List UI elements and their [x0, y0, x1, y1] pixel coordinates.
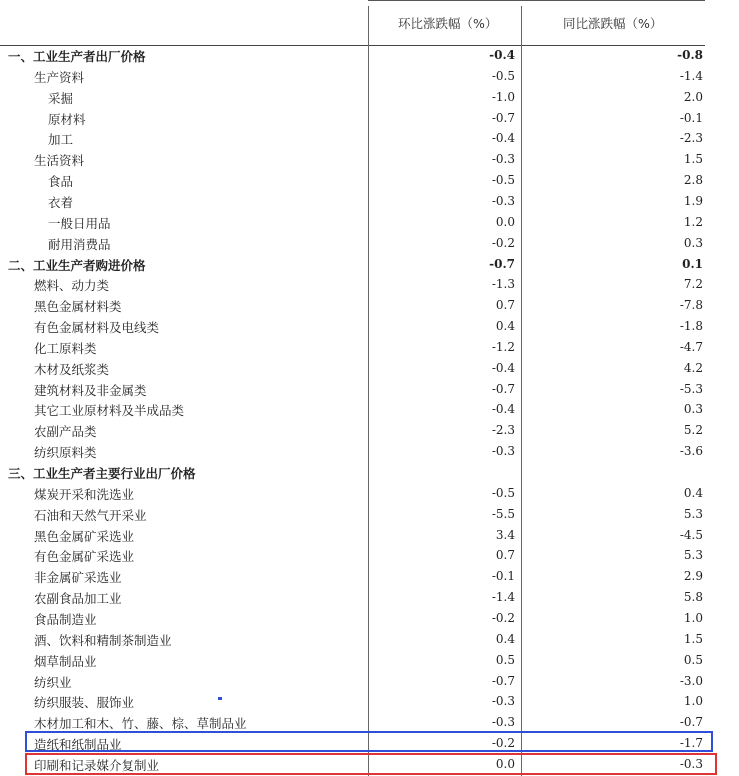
row-mom-value: -0.1	[491, 569, 515, 584]
row-mom-value: -0.4	[491, 360, 515, 375]
row-mom-value: -0.5	[491, 173, 515, 188]
table-row	[0, 650, 705, 671]
row-yoy-value: 1.0	[683, 610, 703, 625]
table-row	[0, 128, 705, 149]
row-mom-value: 0.7	[495, 298, 515, 313]
table-row	[0, 671, 705, 692]
row-mom-value: 0.0	[495, 756, 515, 771]
row-label: 采掘	[48, 90, 74, 106]
table-row	[0, 316, 705, 337]
top-rule	[368, 0, 705, 1]
row-mom-value: -0.3	[491, 444, 515, 459]
row-yoy-value: -3.0	[679, 673, 703, 688]
row-label: 烟草制品业	[34, 653, 97, 669]
table-row	[0, 379, 705, 400]
row-yoy-value: -4.7	[679, 339, 703, 354]
row-mom-value: -0.3	[491, 193, 515, 208]
header-yoy: 同比涨跌幅（%）	[563, 16, 663, 31]
row-label: 燃料、动力类	[34, 278, 110, 294]
row-mom-value: -0.7	[491, 673, 515, 688]
table-row	[0, 483, 705, 504]
table-row	[0, 87, 705, 108]
row-mom-value: -1.0	[491, 89, 515, 104]
row-mom-value: -0.4	[491, 402, 515, 417]
row-mom-value: -0.2	[491, 736, 515, 751]
row-yoy-value: -0.3	[679, 756, 703, 771]
table-row	[0, 170, 705, 191]
row-yoy-value: -7.8	[679, 298, 703, 313]
row-yoy-value: -1.4	[679, 68, 703, 83]
row-label: 耐用消费品	[48, 236, 111, 252]
table-row	[0, 566, 705, 587]
blue-mark	[218, 697, 222, 700]
row-mom-value: -0.5	[491, 485, 515, 500]
table-row	[0, 191, 705, 212]
table-row	[0, 108, 705, 129]
row-mom-value: -0.4	[491, 131, 515, 146]
row-yoy-value: 1.2	[683, 214, 703, 229]
row-mom-value: 0.7	[495, 548, 515, 563]
row-label: 一、工业生产者出厂价格	[8, 49, 146, 64]
row-yoy-value: 1.9	[683, 193, 703, 208]
row-yoy-value: -0.8	[677, 48, 703, 62]
row-yoy-value: 2.9	[683, 569, 703, 584]
row-mom-value: -2.3	[491, 423, 515, 438]
row-mom-value: -5.5	[491, 506, 515, 521]
row-mom-value: -1.3	[491, 277, 515, 292]
row-label: 印刷和记录媒介复制业	[34, 757, 160, 773]
row-label: 建筑材料及非金属类	[34, 382, 147, 398]
row-mom-value: -0.4	[489, 48, 515, 62]
table-row	[0, 212, 705, 233]
row-yoy-value: -1.8	[679, 319, 703, 334]
row-label: 酒、饮料和精制茶制造业	[34, 632, 172, 648]
row-label: 黑色金属材料类	[34, 299, 122, 315]
table-row	[0, 295, 705, 316]
row-mom-value: 3.4	[495, 527, 515, 542]
table-row	[0, 462, 705, 483]
row-yoy-value: 0.5	[683, 652, 703, 667]
row-label: 有色金属矿采选业	[34, 549, 135, 565]
row-label: 木材及纸浆类	[34, 361, 110, 377]
table-row	[0, 337, 705, 358]
row-label: 纺织原料类	[34, 445, 97, 461]
row-mom-value: -0.3	[491, 694, 515, 709]
row-yoy-value: -5.3	[679, 381, 703, 396]
highlight-box-blue	[25, 731, 713, 752]
row-yoy-value: 1.0	[683, 694, 703, 709]
header-mom: 环比涨跌幅（%）	[398, 16, 498, 31]
row-label: 化工原料类	[34, 340, 97, 356]
row-mom-value: 0.0	[495, 214, 515, 229]
row-label: 衣着	[48, 194, 74, 210]
row-label: 食品	[48, 174, 74, 190]
row-mom-value: -1.4	[491, 590, 515, 605]
table-row	[0, 358, 705, 379]
row-yoy-value: 5.8	[683, 590, 703, 605]
row-label: 农副产品类	[34, 424, 97, 440]
row-label: 造纸和纸制品业	[34, 737, 122, 753]
table-row	[0, 587, 705, 608]
row-mom-value: -0.5	[491, 68, 515, 83]
row-mom-value: -0.3	[491, 152, 515, 167]
table-row	[0, 629, 705, 650]
table-row	[0, 691, 705, 712]
row-label: 三、工业生产者主要行业出厂价格	[8, 466, 196, 481]
table-row	[0, 66, 705, 87]
row-label: 石油和天然气开采业	[34, 507, 147, 523]
table-row	[0, 608, 705, 629]
table-row	[0, 399, 705, 420]
row-mom-value: -0.3	[491, 715, 515, 730]
row-label: 原材料	[48, 111, 86, 127]
row-label: 农副食品加工业	[34, 591, 122, 607]
table-row	[0, 441, 705, 462]
table-header	[0, 6, 705, 44]
row-mom-value: 0.4	[495, 631, 515, 646]
row-yoy-value: 7.2	[683, 277, 703, 292]
row-label: 纺织服装、服饰业	[34, 695, 135, 711]
row-yoy-value: 0.1	[682, 256, 703, 271]
table-row	[0, 254, 705, 275]
row-mom-value: -0.2	[491, 610, 515, 625]
row-yoy-value: 0.4	[683, 485, 703, 500]
row-label: 有色金属材料及电线类	[34, 320, 160, 336]
row-yoy-value: 0.3	[683, 402, 703, 417]
row-label: 非金属矿采选业	[34, 570, 122, 586]
table-row	[0, 545, 705, 566]
row-yoy-value: -0.1	[679, 110, 703, 125]
table-row	[0, 420, 705, 441]
row-mom-value: -0.7	[489, 256, 515, 271]
row-yoy-value: 5.3	[683, 548, 703, 563]
row-yoy-value: 5.2	[683, 423, 703, 438]
row-label: 纺织业	[34, 674, 72, 690]
row-label: 其它工业原材料及半成品类	[34, 403, 185, 419]
row-yoy-value: 5.3	[683, 506, 703, 521]
row-mom-value: -0.7	[491, 110, 515, 125]
row-yoy-value: 1.5	[683, 631, 703, 646]
row-yoy-value: -1.7	[679, 736, 703, 751]
row-label: 一般日用品	[48, 215, 111, 231]
row-label: 生产资料	[34, 69, 85, 85]
row-mom-value: -0.2	[491, 235, 515, 250]
row-yoy-value: 0.3	[683, 235, 703, 250]
table-row	[0, 149, 705, 170]
table-row	[0, 233, 705, 254]
table-row	[0, 45, 705, 66]
row-mom-value: 0.4	[495, 319, 515, 334]
table-row	[0, 504, 705, 525]
row-label: 煤炭开采和洗选业	[34, 486, 135, 502]
row-label: 木材加工和木、竹、藤、棕、草制品业	[34, 716, 247, 732]
row-yoy-value: -0.7	[679, 715, 703, 730]
table-row	[0, 712, 705, 733]
row-yoy-value: 4.2	[683, 360, 703, 375]
row-yoy-value: -4.5	[679, 527, 703, 542]
row-label: 生活资料	[34, 153, 85, 169]
row-yoy-value: -3.6	[679, 444, 703, 459]
row-mom-value: 0.5	[495, 652, 515, 667]
row-yoy-value: 2.0	[683, 89, 703, 104]
table-row	[0, 274, 705, 295]
row-mom-value: -1.2	[491, 339, 515, 354]
row-yoy-value: 2.8	[683, 173, 703, 188]
row-label: 加工	[48, 132, 74, 148]
row-mom-value: -0.7	[491, 381, 515, 396]
row-yoy-value: 1.5	[683, 152, 703, 167]
row-yoy-value: -2.3	[679, 131, 703, 146]
row-label: 食品制造业	[34, 611, 97, 627]
table-row	[0, 525, 705, 546]
row-label: 黑色金属矿采选业	[34, 528, 135, 544]
highlight-box-red	[25, 753, 717, 775]
row-label: 二、工业生产者购进价格	[8, 257, 146, 273]
